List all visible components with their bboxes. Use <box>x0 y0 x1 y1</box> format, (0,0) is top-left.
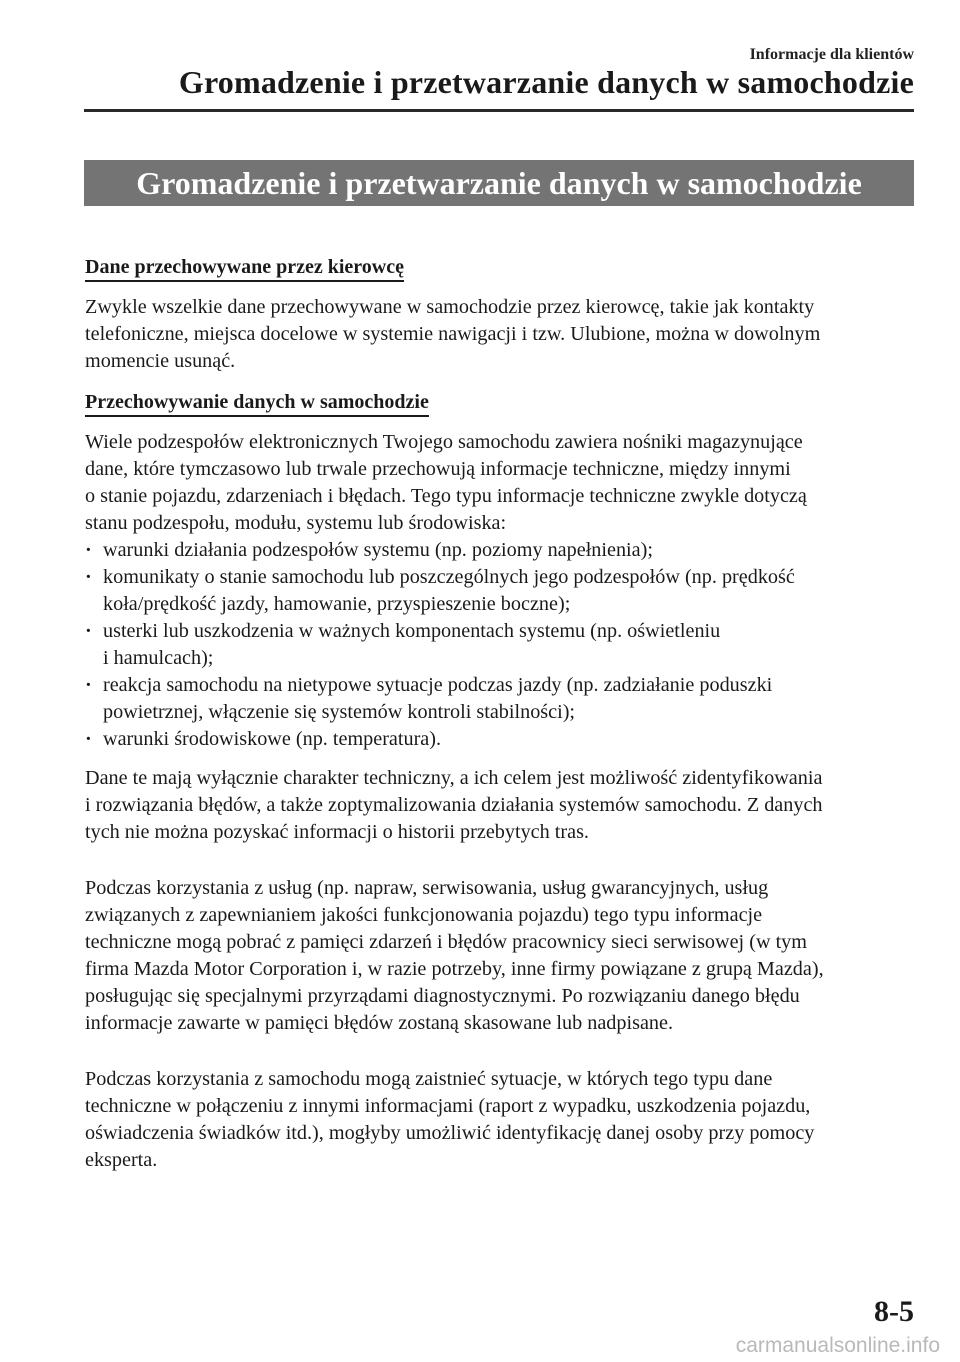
text-line: dane, które tymczasowo lub trwale przechowują informacje techniczne, między innymi <box>85 458 791 480</box>
subheading-driver-data: Dane przechowywane przez kierowcę <box>85 255 404 282</box>
running-header-section: Informacje dla klientów <box>749 46 914 63</box>
watermark: carmanualsonline.info <box>735 1334 940 1357</box>
subheading-vehicle-data: Przechowywanie danych w samochodzie <box>85 390 429 417</box>
running-header-title: Gromadzenie i przetwarzanie danych w samochodzie <box>178 64 914 100</box>
text-line: reakcja samochodu na nietypowe sytuacje podczas jazdy (np. zadziałanie poduszki <box>103 674 773 696</box>
text-line: usterki lub uszkodzenia w ważnych komponentach systemu (np. oświetleniu <box>103 620 721 642</box>
text-line: Wiele podzespołów elektronicznych Twojego samochodu zawiera nośniki magazynujące <box>85 431 803 453</box>
text-line: posługując się specjalnymi przyrządami diagnostycznymi. Po rozwiązaniu danego błędu <box>85 985 800 1007</box>
bullet-list <box>85 537 913 753</box>
text-line: związanych z zapewnianiem jakości funkcjonowania pojazdu) tego typu informacje <box>85 904 763 926</box>
list-item <box>85 564 913 618</box>
text-line: koła/prędkość jazdy, hamowanie, przyspieszenie boczne); <box>103 593 571 615</box>
page-content <box>85 254 913 1174</box>
text-line: i hamulcach); <box>103 647 214 669</box>
text-line: informacje zawarte w pamięci błędów zostaną skasowane lub nadpisane. <box>85 1012 674 1034</box>
list-item <box>85 726 913 753</box>
text-line: Podczas korzystania z usług (np. napraw, serwisowania, usług gwarancyjnych, usług <box>85 877 769 899</box>
paragraph-vehicle-intro <box>85 429 913 537</box>
paragraph-technical-data <box>85 765 913 846</box>
text-line: powietrznej, włączenie się systemów kontroli stabilności); <box>103 701 576 723</box>
paragraph-driver-data <box>85 294 913 375</box>
text-line: momencie usunąć. <box>85 350 236 372</box>
paragraph-identification <box>85 1066 913 1174</box>
text-line: Zwykle wszelkie dane przechowywane w samochodzie przez kierowcę, takie jak kontakty <box>85 296 815 318</box>
text-line: warunki działania podzespołów systemu (np. poziomy napełnienia); <box>103 539 653 561</box>
text-line: eksperta. <box>85 1149 158 1171</box>
list-item <box>85 537 913 564</box>
paragraph-service-data <box>85 875 913 1037</box>
text-line: oświadczenia świadków itd.), mogłyby umożliwić identyfikację danej osoby przy pomocy <box>85 1122 815 1144</box>
text-line: Dane te mają wyłącznie charakter techniczny, a ich celem jest możliwość zidentyfikowania <box>85 767 823 789</box>
text-line: techniczne w połączeniu z innymi informacjami (raport z wypadku, uszkodzenia pojazdu, <box>85 1095 811 1117</box>
text-line: telefoniczne, miejsca docelowe w systemie nawigacji i tzw. Ulubione, można w dowolnym <box>85 323 821 345</box>
text-line: stanu podzespołu, modułu, systemu lub środowiska: <box>85 512 507 534</box>
list-item <box>85 618 913 672</box>
list-item <box>85 672 913 726</box>
text-line: Podczas korzystania z samochodu mogą zaistnieć sytuacje, w których tego typu dane <box>85 1068 773 1090</box>
page-number: 8-5 <box>874 1295 914 1328</box>
header-rule <box>84 109 914 112</box>
text-line: firma Mazda Motor Corporation i, w razie potrzeby, inne firmy powiązane z grupą Mazda), <box>85 958 824 980</box>
text-line: komunikaty o stanie samochodu lub poszczególnych jego podzespołów (np. prędkość <box>103 566 795 588</box>
text-line: i rozwiązania błędów, a także zoptymalizowania działania systemów samochodu. Z danych <box>85 794 823 816</box>
text-line: techniczne mogą pobrać z pamięci zdarzeń i błędów pracownicy sieci serwisowej (w tym <box>85 931 807 953</box>
section-banner <box>84 160 914 206</box>
text-line: warunki środowiskowe (np. temperatura). <box>103 728 442 750</box>
text-line: tych nie można pozyskać informacji o historii przebytych tras. <box>85 821 589 843</box>
text-line: o stanie pojazdu, zdarzeniach i błędach. Tego typu informacje techniczne zwykle dotyczą <box>85 485 807 507</box>
banner-title: Gromadzenie i przetwarzanie danych w samochodzie <box>136 164 862 201</box>
